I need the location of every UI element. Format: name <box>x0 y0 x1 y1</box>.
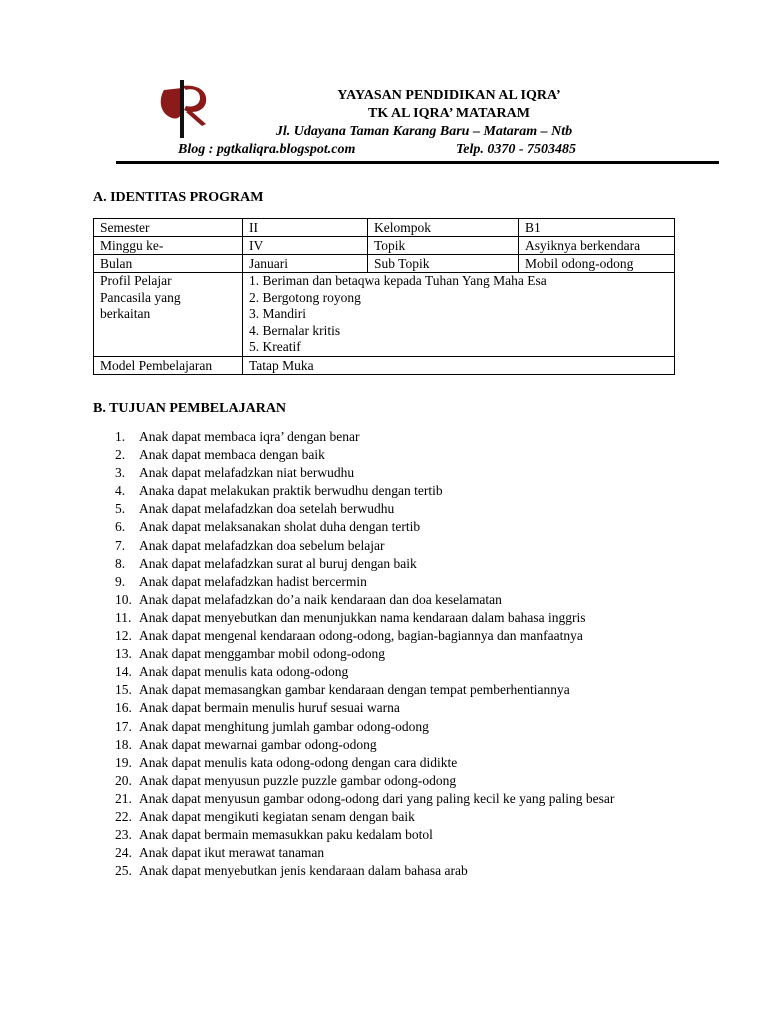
table-cell: Sub Topik <box>368 255 519 273</box>
list-item-number: 7. <box>115 537 126 553</box>
profile-item: 4. Bernalar kritis <box>249 322 341 338</box>
table-cell: Model Pembelajaran <box>94 356 243 374</box>
table-row <box>94 273 675 357</box>
list-item-text: Anak dapat melafadzkan doa sebelum belajar <box>139 537 385 553</box>
table-row <box>94 356 675 374</box>
list-item <box>93 591 675 609</box>
list-item-number: 20. <box>115 772 132 788</box>
table-cell: Asyiknya berkendara <box>519 237 675 255</box>
list-item <box>93 518 675 536</box>
table-cell: Bulan <box>94 255 243 273</box>
list-item-text: Anak dapat mewarnai gambar odong-odong <box>139 736 377 752</box>
profile-label-cell <box>94 273 243 357</box>
list-item-text: Anak dapat melaksanakan sholat duha dengan tertib <box>139 519 421 535</box>
list-item <box>93 826 675 844</box>
list-item-number: 6. <box>115 519 126 535</box>
table-cell: Januari <box>243 255 368 273</box>
section-a-title: A. IDENTITAS PROGRAM <box>93 190 264 205</box>
list-item <box>93 681 675 699</box>
table-row <box>94 255 675 273</box>
list-item-text: Anak dapat menghitung jumlah gambar odong-odong <box>139 718 429 734</box>
table-cell: Minggu ke- <box>94 237 243 255</box>
list-item-text: Anak dapat melafadzkan niat berwudhu <box>139 465 355 481</box>
list-item <box>93 699 675 717</box>
list-item-text: Anak dapat membaca dengan baik <box>139 447 325 463</box>
list-item-number: 14. <box>115 664 132 680</box>
list-item-text: Anak dapat membaca iqra’ dengan benar <box>139 429 360 444</box>
table-cell: B1 <box>519 219 675 237</box>
list-item-number: 24. <box>115 845 132 861</box>
list-item <box>93 663 675 681</box>
list-item <box>93 718 675 736</box>
list-item <box>93 736 675 754</box>
list-item-text: Anak dapat menggambar mobil odong-odong <box>139 646 385 662</box>
list-item-number: 8. <box>115 555 126 571</box>
list-item <box>93 537 675 555</box>
list-item-number: 9. <box>115 573 126 589</box>
header-divider <box>116 161 719 164</box>
list-item-text: Anak dapat melafadzkan hadist bercermin <box>139 573 367 589</box>
list-item-text: Anak dapat melafadzkan do’a naik kendaraan dan doa keselamatan <box>139 591 502 607</box>
list-item-text: Anak dapat menyusun puzzle puzzle gambar odong-odong <box>139 772 457 788</box>
section-b-title: B. TUJUAN PEMBELAJARAN <box>93 401 287 416</box>
list-item-text: Anak dapat menulis kata odong-odong <box>139 664 349 680</box>
profile-item: 3. Mandiri <box>249 306 306 321</box>
table-cell: Semester <box>94 219 243 237</box>
list-item-text: Anak dapat melafadzkan doa setelah berwudhu <box>139 501 395 517</box>
list-item <box>93 428 675 446</box>
list-item-number: 3. <box>115 465 126 481</box>
list-item-number: 1. <box>115 429 126 444</box>
list-item <box>93 446 675 464</box>
profile-item: 5. Kreatif <box>249 339 301 354</box>
profile-items-cell <box>243 273 675 357</box>
list-item <box>93 573 675 591</box>
list-item <box>93 844 675 862</box>
table-cell: Topik <box>368 237 519 255</box>
list-item-number: 17. <box>115 718 132 734</box>
list-item <box>93 500 675 518</box>
list-item <box>93 627 675 645</box>
table-cell: II <box>243 219 368 237</box>
profile-label-line: Profil Pelajar <box>100 273 172 288</box>
school-address: Jl. Udayana Taman Karang Baru – Mataram – Ntb <box>275 124 573 139</box>
list-item <box>93 808 675 826</box>
list-item-number: 2. <box>115 447 126 463</box>
list-item-text: Anak dapat menulis kata odong-odong dengan cara didikte <box>139 754 458 770</box>
learning-goals-list <box>93 428 675 880</box>
list-item-number: 16. <box>115 700 132 716</box>
list-item <box>93 482 675 500</box>
list-item-number: 19. <box>115 754 132 770</box>
profile-label-line: Pancasila yang <box>100 289 181 305</box>
blog-address: Blog : pgtkaliqra.blogspot.com <box>178 142 356 157</box>
list-item-text: Anak dapat ikut merawat tanaman <box>139 845 325 861</box>
identity-table <box>93 218 675 375</box>
list-item-number: 23. <box>115 827 132 843</box>
list-item-text: Anak dapat bermain memasukkan paku kedalam botol <box>139 827 433 843</box>
table-row <box>94 237 675 255</box>
list-item-number: 15. <box>115 682 132 698</box>
list-item-text: Anak dapat mengikuti kegiatan senam dengan baik <box>139 808 415 824</box>
list-item-number: 13. <box>115 646 132 662</box>
list-item-number: 12. <box>115 628 132 644</box>
list-item-text: Anak dapat menyebutkan jenis kendaraan dalam bahasa arab <box>139 863 468 879</box>
foundation-name: YAYASAN PENDIDIKAN AL IQRA’ <box>337 88 561 103</box>
list-item-number: 22. <box>115 808 132 824</box>
list-item <box>93 754 675 772</box>
list-item-text: Anak dapat menyusun gambar odong-odong dari yang paling kecil ke yang paling besar <box>139 790 615 806</box>
table-cell: Tatap Muka <box>243 356 675 374</box>
list-item-text: Anak dapat bermain menulis huruf sesuai warna <box>139 700 400 716</box>
table-cell: Kelompok <box>368 219 519 237</box>
profile-item: 1. Beriman dan betaqwa kepada Tuhan Yang Maha Esa <box>249 273 547 288</box>
list-item-text: Anak dapat menyebutkan dan menunjukkan nama kendaraan dalam bahasa inggris <box>139 609 586 625</box>
list-item-text: Anak dapat melafadzkan surat al buruj dengan baik <box>139 555 417 571</box>
table-cell: IV <box>243 237 368 255</box>
list-item <box>93 772 675 790</box>
list-item-number: 25. <box>115 863 132 879</box>
list-item <box>93 790 675 808</box>
table-row <box>94 219 675 237</box>
profile-item: 2. Bergotong royong <box>249 289 361 305</box>
list-item-number: 5. <box>115 501 126 517</box>
list-item-number: 18. <box>115 736 132 752</box>
list-item-number: 21. <box>115 790 132 806</box>
list-item-number: 11. <box>115 609 132 625</box>
list-item-text: Anak dapat mengenal kendaraan odong-odong, bagian-bagiannya dan manfaatnya <box>139 628 583 644</box>
list-item <box>93 645 675 663</box>
list-item-number: 10. <box>115 591 132 607</box>
list-item <box>93 555 675 573</box>
profile-label-line: berkaitan <box>100 306 151 321</box>
school-name: TK AL IQRA’ MATARAM <box>368 106 530 121</box>
list-item <box>93 464 675 482</box>
list-item <box>93 609 675 627</box>
list-item <box>93 862 675 880</box>
table-cell: Mobil odong-odong <box>519 255 675 273</box>
phone-number: Telp. 0370 - 7503485 <box>456 142 577 157</box>
list-item-text: Anaka dapat melakukan praktik berwudhu dengan tertib <box>139 483 443 499</box>
list-item-number: 4. <box>115 483 126 499</box>
list-item-text: Anak dapat memasangkan gambar kendaraan dengan tempat pemberhentiannya <box>139 682 570 698</box>
